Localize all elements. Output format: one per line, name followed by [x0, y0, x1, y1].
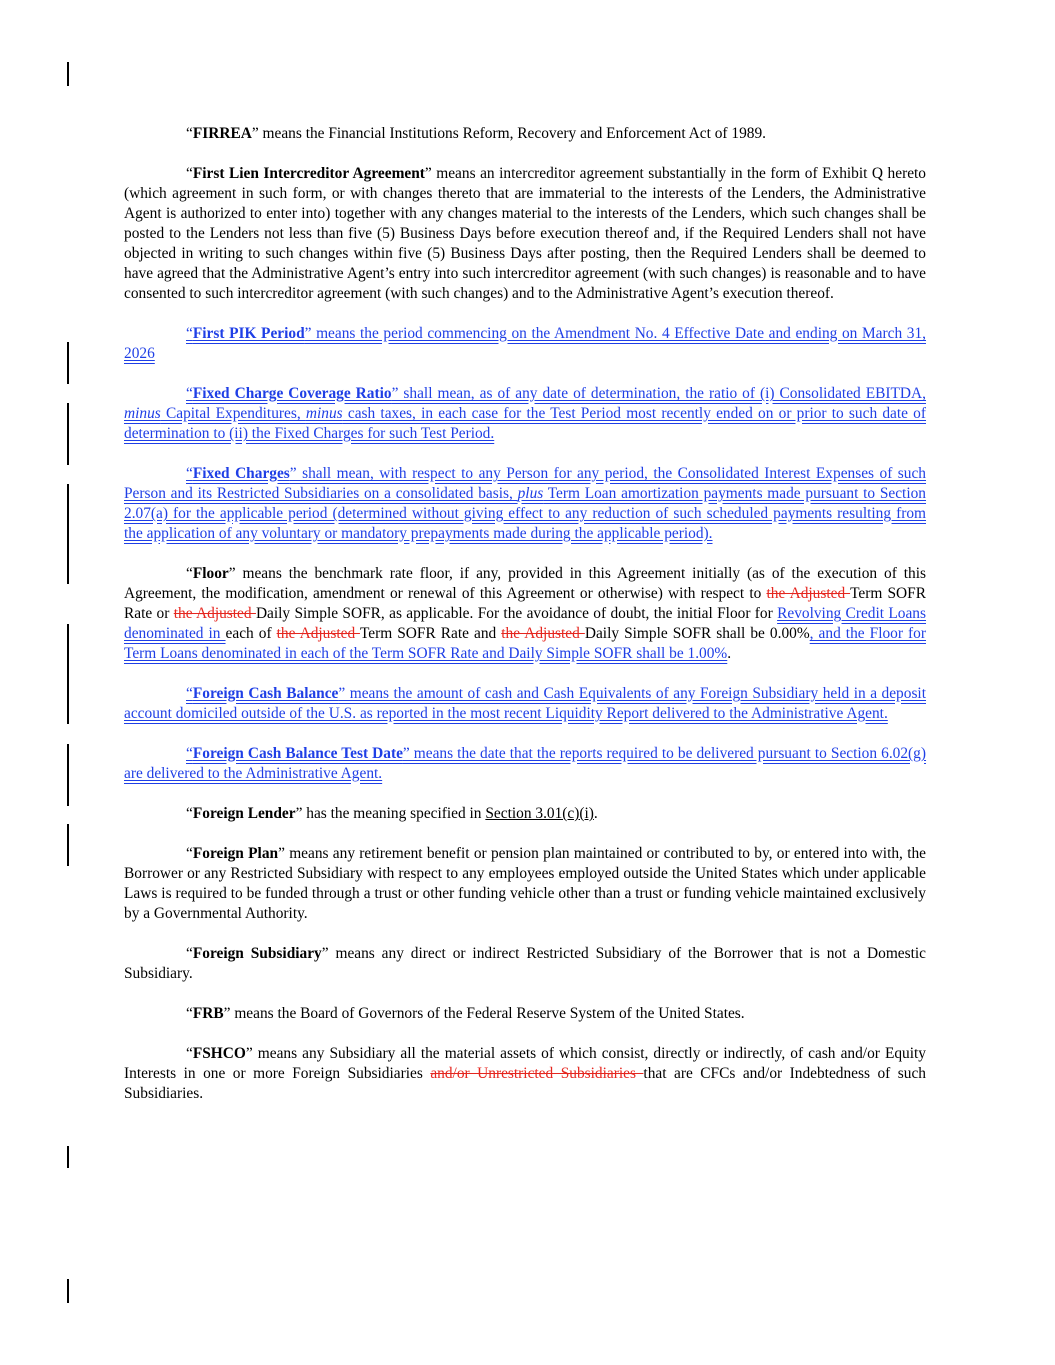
deleted-text: and/or Unrestricted Subsidiaries — [430, 1065, 644, 1082]
text-segment: “ — [186, 845, 193, 862]
document-page — [124, 124, 926, 1124]
defined-term: First PIK Period — [192, 325, 305, 342]
defined-term: FIRREA — [192, 125, 252, 142]
inserted-text: ” means the period commencing on the Amendment No. 4 Effective Date and ending on March 31, 2026 — [124, 325, 926, 362]
definition-firrea — [124, 124, 926, 144]
inserted-text: ” shall mean, as of any date of determination, the ratio of (i) Consolidated EBITDA, — [391, 385, 926, 402]
defined-term: Foreign Cash Balance — [192, 685, 339, 702]
text-segment: Daily Simple SOFR, as applicable. For the avoidance of doubt, the initial Floor for — [255, 605, 778, 622]
text-segment: “ — [186, 565, 193, 582]
text-segment: ” means an intercreditor agreement substantially in the form of Exhibit Q hereto (which agreement in such form, or with changes thereto that are immaterial to the interests of the Lenders, the Administrative Agent is authorized to enter into) together with any changes material to the interests of the Lenders, which such changes shall be posted to the Lenders not less than five (5) Business Days before execution thereof and, if the Required Lenders shall not have objected in writing to such changes within five (5) Business Days after posting, then the Required Lenders shall be deemed to have agreed that the Administrative Agent’s entry into such intercreditor agreement (with such changes) is reasonable and to have consented to such intercreditor agreement (with such changes) and to the Administrative Agent’s execution thereof. — [124, 165, 927, 302]
inserted-text: “ — [186, 465, 193, 482]
text-segment: “ — [186, 1045, 193, 1062]
change-bar — [67, 484, 69, 584]
inserted-text: ” means the date that the reports required to be delivered pursuant to Section 6.02(g) are delivered to the Administrative Agent. — [124, 745, 927, 782]
change-bar — [67, 744, 69, 806]
definition-floor — [124, 564, 926, 664]
defined-term: Fixed Charges — [192, 465, 290, 482]
text-segment: ” means the Board of Governors of the Federal Reserve System of the United States. — [223, 1005, 745, 1022]
text-segment: . — [593, 805, 598, 822]
definition-fixed-charges — [124, 464, 926, 544]
inserted-text: ” means the amount of cash and Cash Equivalents of any Foreign Subsidiary held in a deposit account domiciled outside of the U.S. as reported in the most recent Liquidity Report delivered to the Administrative Agent. — [124, 685, 926, 722]
inserted-text: Term Loan amortization payments made pursuant to Section 2.07(a) for the applicable period (determined without giving effect to any reduction of such scheduled payments resulting from the application of any voluntary or mandatory prepayments made during the applicable period). — [124, 485, 926, 542]
defined-term: FSHCO — [192, 1045, 246, 1062]
inserted-text: minus — [305, 405, 343, 422]
change-bar — [67, 824, 69, 866]
defined-term: Foreign Lender — [192, 805, 296, 822]
text-segment: “ — [186, 125, 193, 142]
inserted-text: “ — [186, 325, 193, 342]
text-segment: Term SOFR Rate and — [359, 625, 502, 642]
defined-term: FRB — [192, 1005, 224, 1022]
inserted-text: ” shall mean, with respect to any Person for any period, the Consolidated Interest Expenses of such Person and its Restricted Subsidiaries on a consolidated basis, — [124, 465, 926, 502]
change-bar — [67, 403, 69, 465]
section-reference: Section 3.01(c)(i) — [485, 805, 594, 822]
change-bar — [67, 1279, 69, 1303]
text-segment: Daily Simple SOFR shall be 0.00% — [584, 625, 810, 642]
text-segment: ” means any direct or indirect Restricted Subsidiary of the Borrower that is not a Domestic Subsidiary. — [124, 945, 926, 982]
text-segment: “ — [186, 165, 193, 182]
definition-first-lien-intercreditor-agreement — [124, 164, 926, 304]
text-segment: ” means any retirement benefit or pension plan maintained or contributed to by, or entered into with, the Borrower or any Restricted Subsidiary with respect to any employees employed outside the United States which under applicable Laws is required to be funded through a trust or other funding vehicle other than a trust or funding vehicle maintained exclusively by a Governmental Authority. — [124, 845, 926, 922]
definition-foreign-cash-balance-test-date — [124, 744, 926, 784]
definition-foreign-cash-balance — [124, 684, 926, 724]
defined-term: Fixed Charge Coverage Ratio — [192, 385, 392, 402]
defined-term: Floor — [192, 565, 229, 582]
text-segment: “ — [186, 805, 193, 822]
definition-frb — [124, 1004, 926, 1024]
inserted-text: “ — [186, 745, 193, 762]
inserted-text: “ — [186, 385, 193, 402]
text-segment: Term SOFR Rate or — [124, 585, 926, 622]
inserted-text: “ — [186, 685, 193, 702]
deleted-text: the Adjusted — [501, 625, 585, 642]
inserted-text: minus — [124, 405, 161, 422]
definition-foreign-subsidiary — [124, 944, 926, 984]
inserted-text: , and the Floor for Term Loans denominated in each of the Term SOFR Rate and Daily Simple SOFR shall be 1.00% — [124, 625, 926, 662]
inserted-text: plus — [517, 485, 544, 502]
defined-term: Foreign Cash Balance Test Date — [192, 745, 403, 762]
inserted-text: Capital Expenditures, — [160, 405, 306, 422]
change-bar — [67, 1146, 69, 1168]
definition-foreign-plan — [124, 844, 926, 924]
text-segment: ” has the meaning specified in — [295, 805, 486, 822]
text-segment: “ — [186, 945, 193, 962]
text-segment: that are CFCs and/or Indebtedness of such Subsidiaries. — [124, 1065, 927, 1102]
text-segment: ” means any Subsidiary all the material assets of which consist, directly or indirectly, of cash and/or Equity Interests in one or more Foreign Subsidiaries — [124, 1045, 926, 1082]
definition-foreign-lender — [124, 804, 926, 824]
definition-fixed-charge-coverage-ratio — [124, 384, 926, 444]
defined-term: Foreign Plan — [192, 845, 279, 862]
deleted-text: the Adjusted — [766, 585, 851, 602]
change-bar — [67, 62, 69, 86]
text-segment: “ — [186, 1005, 193, 1022]
defined-term: Foreign Subsidiary — [192, 945, 322, 962]
change-bar — [67, 342, 69, 384]
text-segment: ” means the benchmark rate floor, if any, provided in this Agreement initially (as of the execution of this Agreement, the modification, amendment or renewal of this Agreement or otherwise) with respect to — [124, 565, 926, 602]
deleted-text: the Adjusted — [276, 625, 360, 642]
text-segment: ” means the Financial Institutions Reform, Recovery and Enforcement Act of 1989. — [251, 125, 767, 142]
defined-term: First Lien Intercreditor Agreement — [192, 165, 425, 182]
inserted-text: Revolving Credit Loans denominated in — [124, 605, 926, 642]
text-segment: each of — [225, 625, 277, 642]
inserted-text: cash taxes, in each case for the Test Period most recently ended on or prior to such date of determination to (ii) the Fixed Charges for such Test Period. — [124, 405, 926, 442]
deleted-text: the Adjusted — [173, 605, 256, 622]
text-segment: . — [727, 645, 732, 662]
change-bar — [67, 624, 69, 724]
definition-first-pik-period — [124, 324, 926, 364]
definition-fshco — [124, 1044, 926, 1104]
